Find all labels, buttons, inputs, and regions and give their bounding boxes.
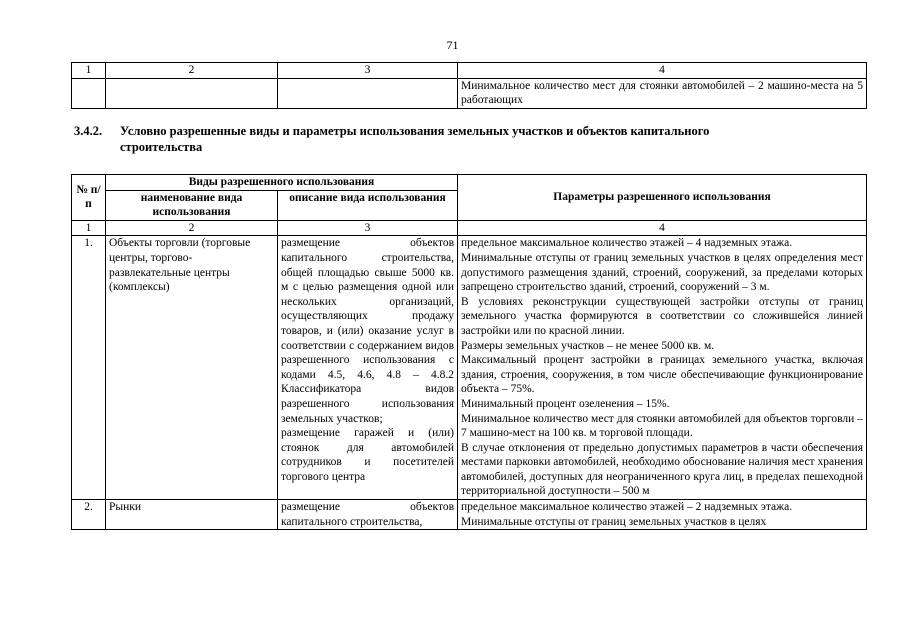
index-cell: 2 [106, 220, 278, 236]
table-index-row [72, 63, 867, 79]
section-title-line2: строительства [120, 140, 203, 154]
parameter-paragraph: Минимальное количество мест для стоянки автомобилей для объектов торговли – 7 машино-мест на 100 кв. м торговой площади. [461, 412, 863, 440]
parameter-paragraph: Минимальные отступы от границ земельных участков в целях [461, 515, 767, 528]
use-parameters [458, 236, 867, 500]
section-number: 3.4.2. [74, 124, 103, 138]
section-heading [74, 123, 864, 155]
parameter-paragraph: Максимальный процент застройки в границах земельного участка, включая здания, строения, сооружения, в том числе обеспечивающие функционирование объекта – 75%. [461, 354, 863, 396]
params-header: Параметры разрешенного использования [458, 175, 867, 221]
uses-group-header: Виды разрешенного использования [106, 175, 458, 191]
index-cell: 2 [106, 63, 278, 79]
parameter-paragraph: предельное максимальное количество этажей – 4 надземных этажа. [461, 237, 793, 250]
parameter-paragraph: Минимальный процент озеленения – 15%. [461, 397, 670, 410]
index-cell: 1 [72, 220, 106, 236]
index-cell: 3 [278, 63, 458, 79]
description-paragraph: размещение объектов капитального строительства, [281, 501, 454, 528]
description-subheader: описание вида использования [278, 190, 458, 220]
description-paragraph: размещение объектов капитального строительства, общей площадью свыше 5000 кв. м с целью размещения одной или нескольких организаций, осуществляющих продажу товаров, и (или) оказание услуг в соответствии с содержанием видов разрешенного использования с кодами 4.5, 4.6, 4.8 – 4.8.2 Классификатора видов разрешенного использования земельных участков; [281, 237, 454, 425]
table-index-row [72, 220, 867, 236]
empty-cell [278, 78, 458, 108]
index-cell: 1 [72, 63, 106, 79]
use-name: Рынки [106, 500, 278, 530]
empty-cell [72, 78, 106, 108]
index-cell: 3 [278, 220, 458, 236]
parameter-paragraph: В условиях реконструкции существующей застройки отступы от границ земельного участка формируются в соответствии со сложившейся линией застройки или по красной линии. [461, 295, 863, 337]
empty-cell [106, 78, 278, 108]
table-row [72, 500, 867, 530]
permitted-uses-table [71, 174, 867, 530]
row-number: 1. [72, 236, 106, 500]
continued-table [71, 62, 867, 109]
table-row [72, 236, 867, 500]
section-title-line1: Условно разрешенные виды и параметры использования земельных участков и объектов капитального [120, 124, 710, 138]
index-cell: 4 [458, 220, 867, 236]
use-name: Объекты торговли (торговые центры, торгово-развлекательные центры (комплексы) [106, 236, 278, 500]
parameter-paragraph: предельное максимальное количество этажей – 2 надземных этажа. [461, 501, 793, 514]
name-subheader: наименование вида использования [106, 190, 278, 220]
use-description [278, 236, 458, 500]
index-cell: 4 [458, 63, 867, 79]
parameter-paragraph: Размеры земельных участков – не менее 5000 кв. м. [461, 339, 715, 352]
row-number: 2. [72, 500, 106, 530]
description-paragraph: размещение гаражей и (или) стоянок для автомобилей сотрудников и посетителей торгового центра [281, 427, 454, 483]
table-row [72, 78, 867, 108]
use-description [278, 500, 458, 530]
parameter-paragraph: Минимальные отступы от границ земельных участков в целях определения мест допустимого размещения зданий, строений, сооружений, за пределами которых запрещено строительство зданий, строений, сооружений – 3 м. [461, 251, 863, 294]
parking-requirement-cell: Минимальное количество мест для стоянки автомобилей – 2 машино-места на 5 работающих [458, 78, 867, 108]
page-number: 71 [446, 38, 459, 52]
num-header: № п/п [72, 175, 106, 221]
use-parameters [458, 500, 867, 530]
table-header-row [72, 175, 867, 191]
parameter-paragraph: В случае отклонения от предельно допустимых параметров в части обеспечения местами парковки автомобилей, необходимо обоснование наличия мест хранения автомобилей, доступных для неограниченного круга лиц, в пределах пешеходной территориальной доступности – 500 м [461, 441, 863, 498]
